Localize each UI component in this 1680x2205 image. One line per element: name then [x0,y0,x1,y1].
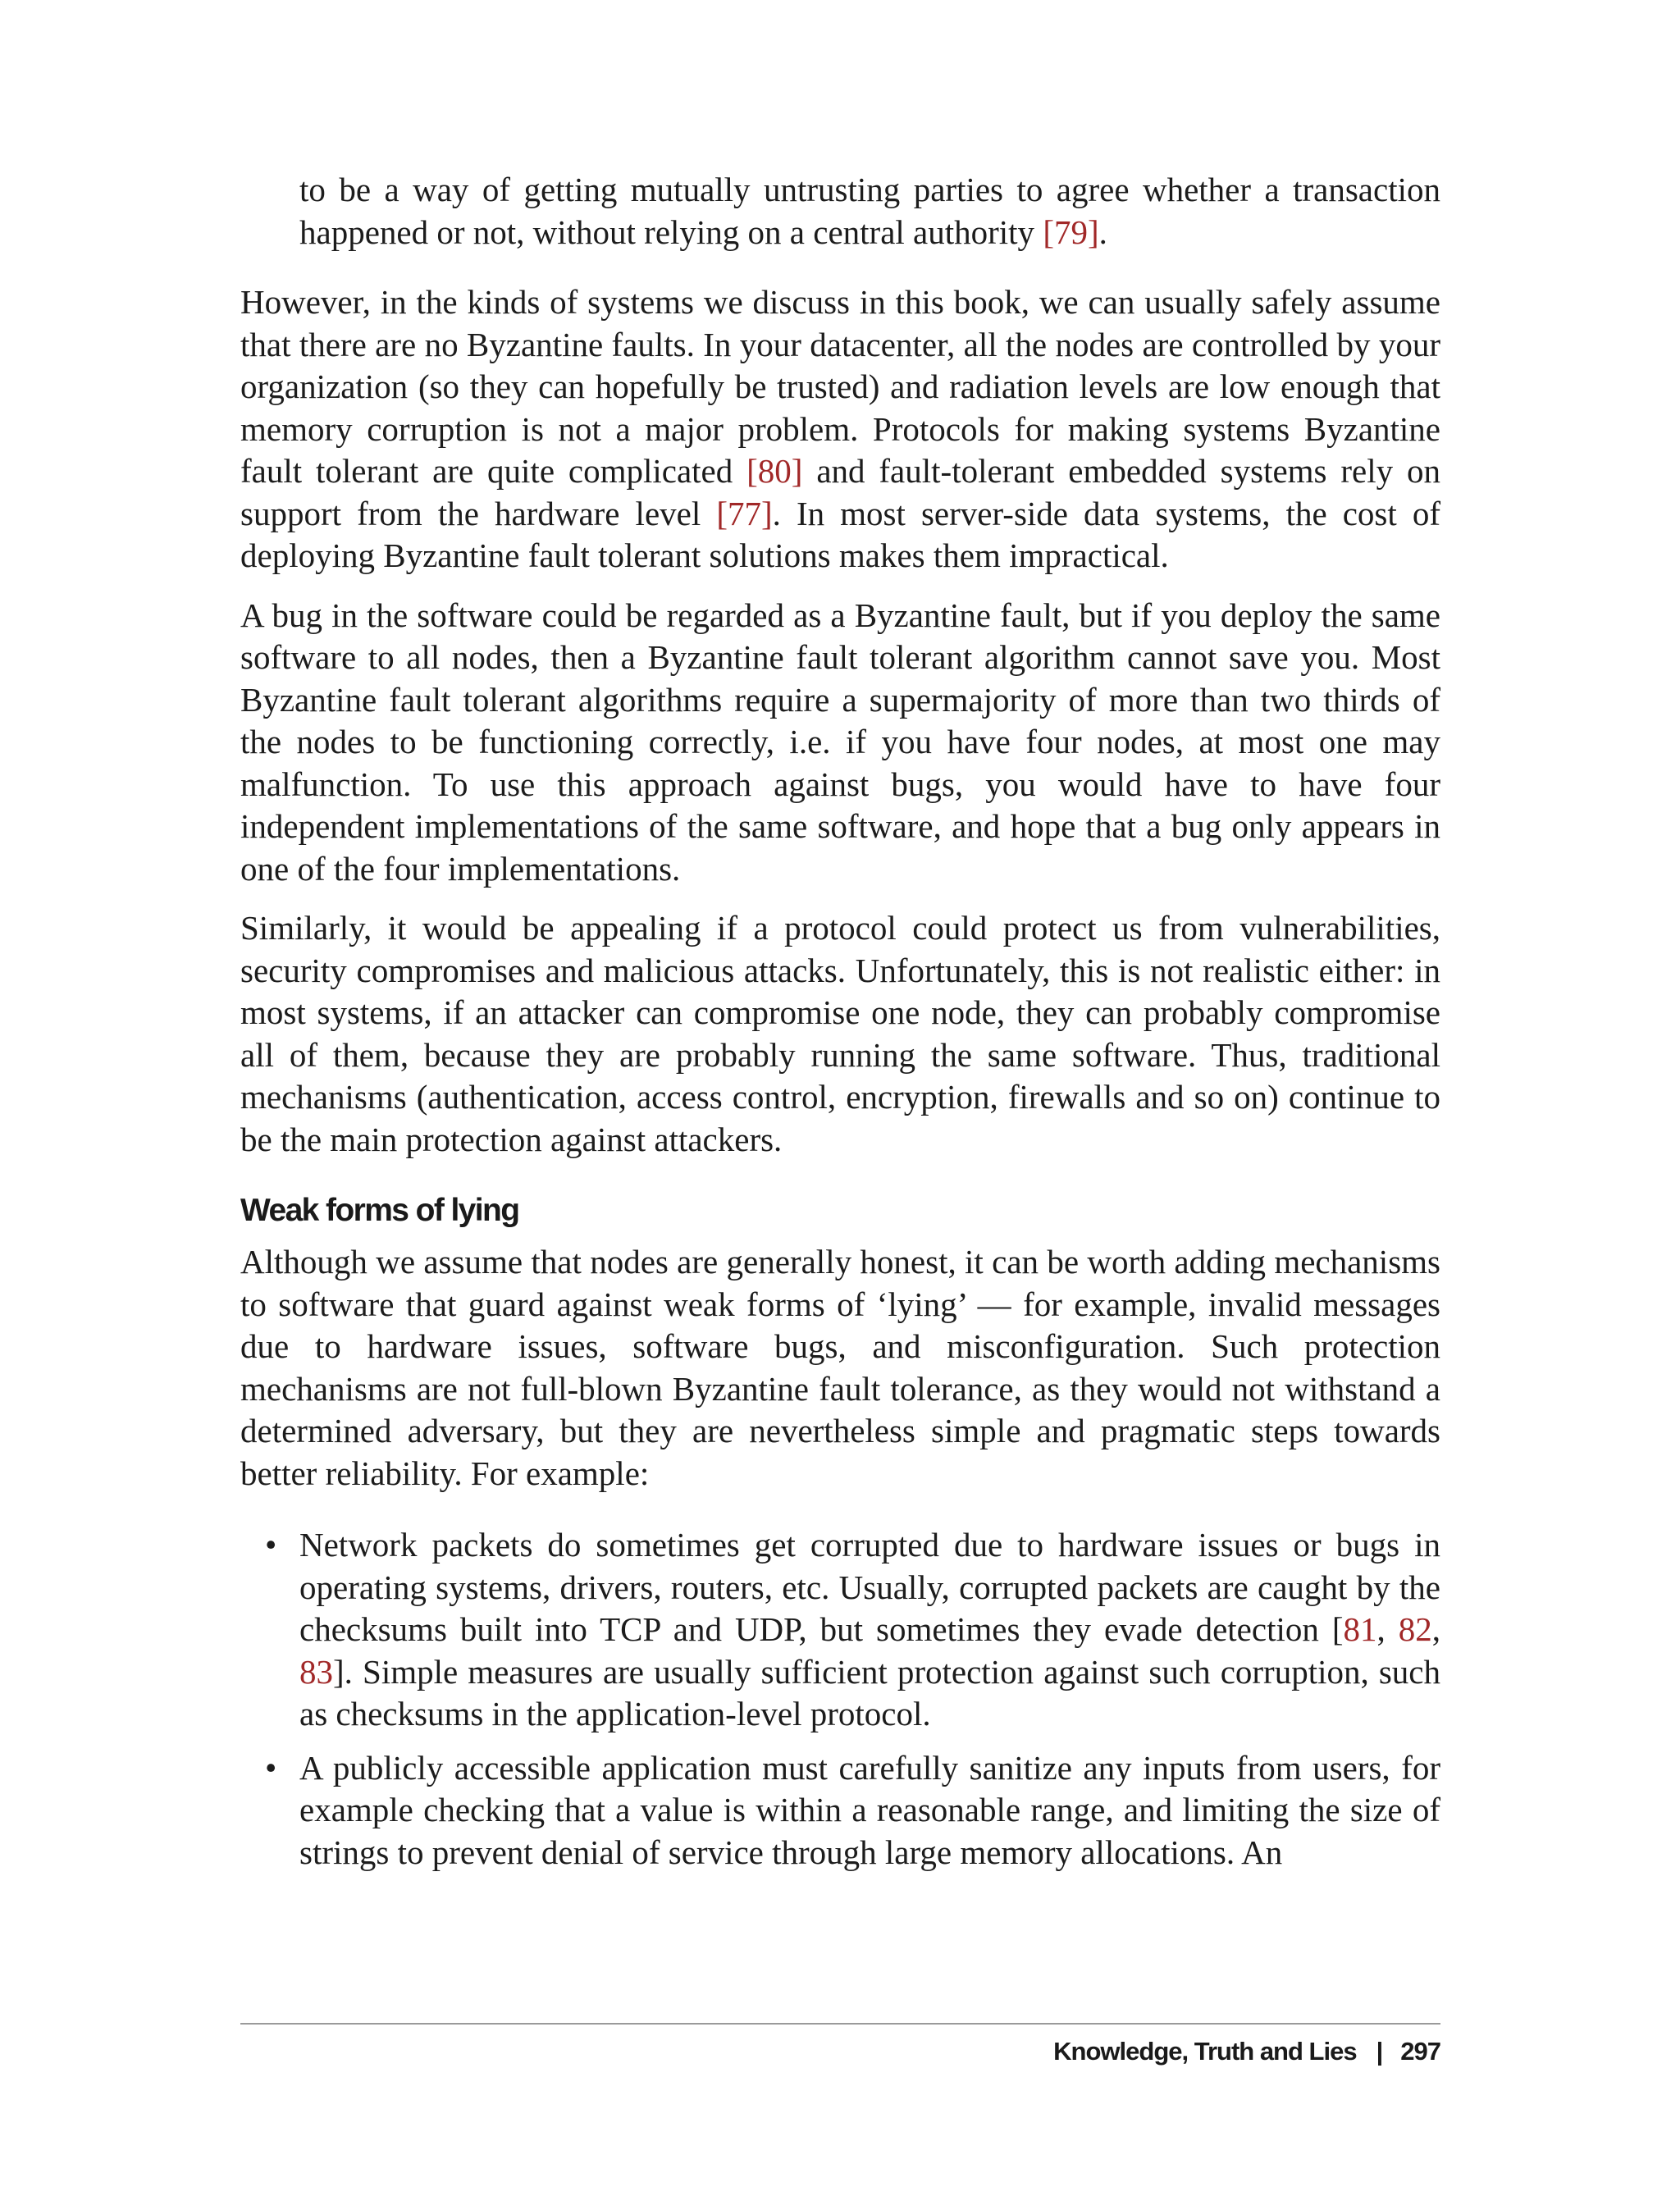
citation-link-83[interactable]: 83 [299,1652,333,1691]
bullet-icon: • [265,1748,277,1787]
bullet1-sep2: , [1431,1610,1440,1648]
list-item [240,1747,1440,1874]
bullet-icon: • [265,1526,277,1564]
citation-link-79[interactable]: [79] [1043,212,1099,251]
page-number: 297 [1400,2037,1440,2066]
para1-text-b: and fault-tolerant embedded systems rely on support from the hardware level [240,452,1440,532]
citation-link-80[interactable]: [80] [746,452,803,490]
intro-end: . [1098,212,1107,251]
paragraph-security: Similarly, it would be appealing if a protocol could protect us from vulnerabilities, security compromises and malicious attacks. Unfortunately, this is not realistic either: in most systems, if an attacker can compromise one node, they can probably compromise all of them, because they are probably running the same software. Thus, traditional mechanisms (authentication, access control, encryption, firewalls and so on) continue to be the main protection against attackers. [240,909,1440,1158]
section-heading: Weak forms of lying [240,1193,519,1228]
page-body [240,169,1440,1885]
citation-link-77[interactable]: [77] [716,494,773,532]
para1-text-c: . In most server-side data systems, the cost of deploying Byzantine fault tolerant solutions makes them impractical. [240,494,1440,574]
citation-link-82[interactable]: 82 [1398,1610,1432,1648]
bullet1-text-b: ]. Simple measures are usually sufficient protection against such corruption, such as checksums in the application-level protocol. [299,1652,1440,1732]
intro-text: to be a way of getting mutually untrusting parties to agree whether a transaction happened or not, without relying on a central authority [299,171,1440,251]
footer-separator: | [1376,2037,1383,2066]
para1-text-a: However, in the kinds of systems we discuss in this book, we can usually safely assume that there are no Byzantine faults. In your datacenter, all the nodes are controlled by your organization (so they can hopefully be trusted) and radiation levels are low enough that memory corruption is not a major problem. Protocols for making systems Byzantine fault tolerant are quite complicated [240,283,1440,490]
bullet1-sep1: , [1376,1610,1399,1648]
paragraph-weak-lying: Although we assume that nodes are generally honest, it can be worth adding mechanisms to software that guard against weak forms of ‘lying’ — for example, invalid messages due to hardware issues, software bugs, and misconfiguration. Such protection mechanisms are not full-blown Byzantine fault tolerance, as they would not withstand a determined adversary, but they are nevertheless simple and pragmatic steps towards better reliability. For example: [240,1243,1440,1492]
paragraph-software-bugs: A bug in the software could be regarded as a Byzantine fault, but if you deploy the same software to all nodes, then a Byzantine fault tolerant algorithm cannot save you. Most Byzantine fault tolerant algorithms require a supermajority of more than two thirds of the nodes to be functioning correctly, i.e. if you have four nodes, at most one may malfunction. To use this approach against bugs, you would have to have four independent implementations of the same software, and hope that a bug only appears in one of the four implementations. [240,596,1440,888]
list-item [240,1524,1440,1736]
footer-divider [240,2023,1440,2025]
citation-link-81[interactable]: 81 [1343,1610,1377,1648]
page-footer [1053,2031,1440,2072]
intro-list-item-continuation [299,169,1440,253]
bullet2-text: A publicly accessible application must carefully sanitize any inputs from users, for example checking that a value is within a reasonable range, and limiting the size of strings to prevent denial of service through large memory allocations. An [299,1748,1440,1871]
bullet-list [240,1524,1440,1874]
chapter-title: Knowledge, Truth and Lies [1053,2037,1357,2066]
bullet1-text-a: Network packets do sometimes get corrupted due to hardware issues or bugs in operating systems, drivers, routers, etc. Usually, corrupted packets are caught by the checksums built into TCP and UDP, but sometimes they evade detection [ [299,1526,1440,1648]
paragraph-byzantine-assumption [240,281,1440,578]
